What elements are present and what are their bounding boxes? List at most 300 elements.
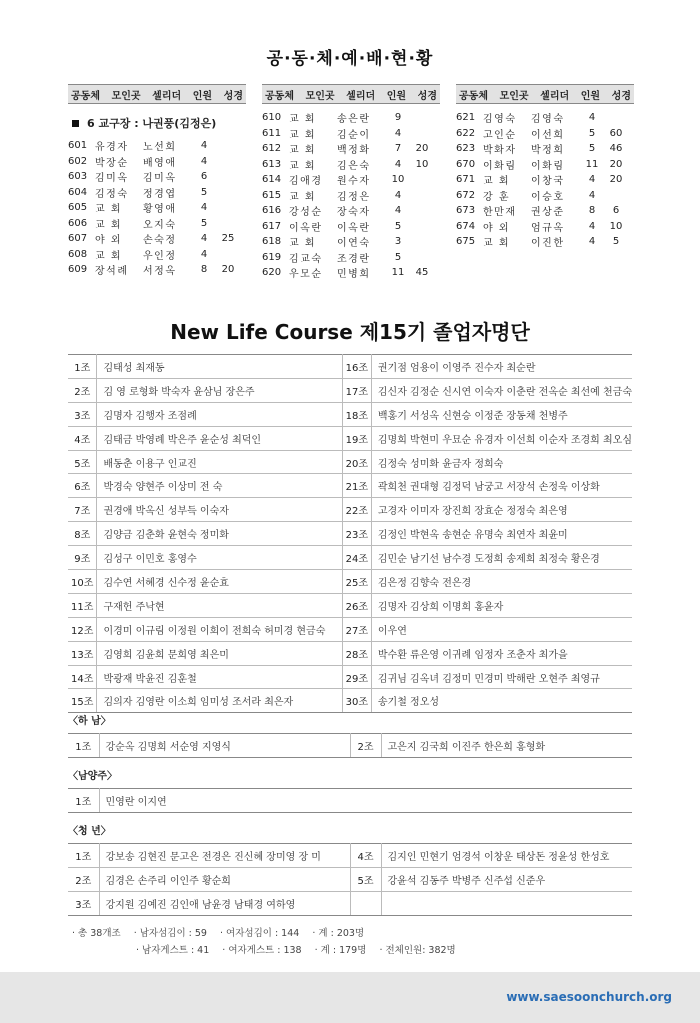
table-row [68,689,632,713]
group-label: 1조 [68,355,97,379]
cell-place: 유경자 [95,142,129,154]
cell-count: 4 [588,220,596,232]
cell-count: 4 [200,202,208,214]
group-label: 4조 [68,426,97,450]
section-label-text: 6 교구장 : 나권풍(김정은) [87,117,217,130]
cell-number: 607 [68,233,88,245]
group-label: 7조 [68,498,97,522]
group-label: 22조 [342,498,371,522]
worship-table-col2 [262,84,440,281]
header-cell: 인원 [580,90,601,102]
header-cell: 공동체 [265,90,294,102]
cell-number: 613 [262,158,282,170]
group-label: 6조 [68,474,97,498]
table-row [68,138,246,154]
cell-place: 우모순 [289,269,323,281]
worship-status-title: 공·동·체·예·배·현·황 [266,49,434,69]
table-row [68,546,632,570]
table-row [456,110,634,126]
table-row [68,185,246,201]
cell-place: 교 회 [289,238,316,250]
group-members: 구재헌 주낙현 [97,593,342,617]
table-row [68,247,246,263]
total-groups: · 총 38개조 [72,928,121,939]
cell-leader: 장숙자 [337,207,371,219]
cell-bible: 5 [612,236,620,248]
cell-place: 교 회 [95,250,122,262]
cell-count: 9 [394,112,402,124]
group-members: 김의자 김영란 이소희 임미성 조서라 최은자 [97,689,342,713]
group-label: 16조 [342,355,371,379]
cell-count: 5 [200,186,208,198]
group-members: 배동춘 이용구 인교진 [97,450,342,474]
cell-leader: 이진한 [531,238,565,250]
table-row [68,789,632,813]
table-row [68,474,632,498]
cell-bible: 6 [612,205,620,217]
table-row [262,110,440,126]
bullet-square-icon [72,120,79,127]
group-members: 김영희 김윤희 문희영 최은미 [97,641,342,665]
group-label: 2조 [68,867,99,891]
group-label: 10조 [68,570,97,594]
cell-leader: 송은란 [337,114,371,126]
group-members: 김지인 민현기 엄경석 이창운 태상돈 정윤성 한성호 [381,844,632,868]
cell-count: 4 [588,236,596,248]
group-members: 고경자 이미자 장진희 장효순 정정숙 최은영 [371,498,632,522]
total-female-servers: · 여자섬김이 : 144 [220,928,300,939]
table-row [68,522,632,546]
header-cell: 인원 [192,90,213,102]
group-label: 1조 [68,734,99,758]
worship-table-col3 [456,84,634,250]
cell-place: 한만재 [483,207,517,219]
cell-place: 김애경 [289,176,323,188]
cell-count: 8 [588,205,596,217]
cell-count: 4 [588,174,596,186]
cell-place: 야 외 [95,235,122,247]
cell-number: 604 [68,186,88,198]
group-members: 강순옥 김명희 서순영 지영식 [99,734,350,758]
cell-number: 675 [456,236,476,248]
total-male-guests: · 남자게스트 : 41 [136,945,210,956]
cell-leader: 손숙정 [143,235,177,247]
cell-count: 11 [391,267,405,279]
group-label: 13조 [68,641,97,665]
cell-number: 606 [68,217,88,229]
footer-bar [0,972,700,1023]
cell-place: 교 회 [95,219,122,231]
group-label: 30조 [342,689,371,713]
cell-bible: 20 [221,264,235,276]
total-guests-sum: · 계 : 179명 [314,945,367,956]
table-row [68,402,632,426]
table-row [456,219,634,235]
table-row [456,172,634,188]
table-row [68,570,632,594]
cell-count: 5 [394,251,402,263]
cell-leader: 이연숙 [337,238,371,250]
cell-bible: 46 [609,143,623,155]
group-members: 김양금 김춘화 윤현숙 정미화 [97,522,342,546]
cell-leader: 노선희 [143,142,177,154]
cell-count: 5 [588,127,596,139]
group-label: 29조 [342,665,371,689]
table-row [262,172,440,188]
group-members: 곽희천 권대형 김정덕 남궁고 서장석 손정욱 이상화 [371,474,632,498]
header-cell: 모인곳 [499,90,529,102]
graduate-list-title: New Life Course 제15기 졸업자명단 [170,320,530,344]
group-label: 17조 [342,378,371,402]
cell-leader: 김정은 [337,191,371,203]
group-label: 21조 [342,474,371,498]
cell-count: 4 [394,158,402,170]
cell-count: 4 [200,155,208,167]
header-cell: 공동체 [71,90,100,102]
cell-number: 621 [456,112,476,124]
group-members: 권경애 박옥신 성부득 이숙자 [97,498,342,522]
group-members: 김정숙 성미화 윤금자 정희숙 [371,450,632,474]
cell-bible: 10 [609,220,623,232]
header-cell: 공동체 [459,90,488,102]
table-row [262,126,440,142]
header-cell: 성경 [611,90,631,102]
table-row [68,617,632,641]
cell-place: 교 회 [289,114,316,126]
total-male-servers: · 남자섬김이 : 59 [133,928,207,939]
cell-count: 4 [588,112,596,124]
table-row [68,378,632,402]
group-label: 27조 [342,617,371,641]
cell-number: 616 [262,205,282,217]
group-members: 김 영 로형화 박숙자 윤삼님 장은주 [97,378,342,402]
cell-place: 장석례 [95,266,129,278]
cell-count: 11 [585,158,599,170]
group-label: 19조 [342,426,371,450]
table-row [68,216,246,232]
cell-place: 김영숙 [483,114,517,126]
group-label: 4조 [350,844,381,868]
cell-place: 이옥란 [289,222,323,234]
cell-number: 610 [262,112,282,124]
cell-leader: 김영숙 [531,114,565,126]
cell-count: 5 [394,220,402,232]
total-all: · 전체인원: 382명 [379,945,456,956]
table-row [262,188,440,204]
cell-place: 김정숙 [95,188,129,200]
group-members: 김민순 남기선 남수경 도정희 송제희 최정숙 황은경 [371,546,632,570]
cell-bible: 20 [415,143,429,155]
cell-count: 4 [200,140,208,152]
cell-leader: 황영애 [143,204,177,216]
cell-number: 674 [456,220,476,232]
table-row [262,141,440,157]
group-label: 20조 [342,450,371,474]
cell-number: 672 [456,189,476,201]
namyangju-label: 〈남양주〉 [68,771,117,782]
cell-leader: 조경란 [337,253,371,265]
group-members: 김성구 이민호 홍영수 [97,546,342,570]
table-row [262,157,440,173]
cell-number: 619 [262,251,282,263]
group-members: 강윤석 김동주 박병주 신주섭 신준우 [381,867,632,891]
cell-number: 608 [68,248,88,260]
section-label [72,115,246,131]
cell-leader: 정경엽 [143,188,177,200]
group-label: 25조 [342,570,371,594]
totals-line-1 [72,925,374,939]
group-label: 3조 [68,402,97,426]
cell-bible: 20 [609,158,623,170]
cell-leader: 권상준 [531,207,565,219]
cell-leader: 이옥란 [337,222,371,234]
cell-leader: 우인정 [143,250,177,262]
group-label: 2조 [350,734,381,758]
group-label: 18조 [342,402,371,426]
table-header [456,84,634,104]
cell-count: 4 [588,189,596,201]
table-row [456,234,634,250]
cell-place: 박화자 [483,145,517,157]
group-label: 26조 [342,593,371,617]
header-cell: 셀리더 [346,90,376,102]
cell-place: 김교숙 [289,253,323,265]
table-row [68,450,632,474]
cell-leader: 이창국 [531,176,565,188]
group-members: 이우연 [371,617,632,641]
group-label: 11조 [68,593,97,617]
cell-number: 609 [68,264,88,276]
cell-place: 이화림 [483,160,517,172]
cell-leader: 오지숙 [143,219,177,231]
table-row [262,234,440,250]
cell-number: 602 [68,155,88,167]
cell-place: 교 회 [289,129,316,141]
group-members: 권기점 엄용이 이영주 진수자 최순란 [371,355,632,379]
group-members: 김명자 김상희 이명희 홍윤자 [371,593,632,617]
table-row [68,169,246,185]
total-servers-sum: · 계 : 203명 [312,928,365,939]
group-label: 14조 [68,665,97,689]
table-row [68,734,632,758]
cell-place: 교 회 [289,145,316,157]
cell-leader: 이화림 [531,160,565,172]
group-members: 박경숙 양현주 이상미 전 숙 [97,474,342,498]
cell-count: 5 [200,217,208,229]
graduate-table-namyangju [68,788,632,813]
website-link[interactable]: www.saesoonchurch.org [506,990,672,1004]
cell-number: 601 [68,140,88,152]
table-row [262,265,440,281]
table-row [262,250,440,266]
header-cell: 모인곳 [305,90,335,102]
cell-place: 교 회 [483,176,510,188]
table-row [68,426,632,450]
cell-number: 623 [456,143,476,155]
cell-bible: 60 [609,127,623,139]
table-row [456,203,634,219]
cell-number: 673 [456,205,476,217]
cell-number: 614 [262,174,282,186]
group-members: 백홍기 서성옥 신현승 이정준 장동채 천병주 [371,402,632,426]
group-members: 김명자 김행자 조점례 [97,402,342,426]
cell-leader: 서정옥 [143,266,177,278]
group-members: 김정인 박현옥 송현순 유명숙 최연자 최윤미 [371,522,632,546]
header-cell: 성경 [223,90,243,102]
table-row [262,219,440,235]
cell-count: 8 [200,264,208,276]
table-row [262,203,440,219]
cell-place: 강 훈 [483,191,510,203]
cell-count: 3 [394,236,402,248]
group-members: 김경은 손주리 이인주 황순희 [99,867,350,891]
cell-leader: 원수자 [337,176,371,188]
table-row [68,593,632,617]
cell-number: 615 [262,189,282,201]
group-label: 23조 [342,522,371,546]
cell-place: 김미옥 [95,173,129,185]
cell-leader: 민병희 [337,269,371,281]
cell-number: 620 [262,267,282,279]
group-label: 15조 [68,689,97,713]
cell-leader: 이승호 [531,191,565,203]
cell-number: 670 [456,158,476,170]
table-row [456,157,634,173]
cell-count: 5 [588,143,596,155]
group-members: 김명희 박현미 우묘순 유경자 이선희 이순자 조경희 최오심 [371,426,632,450]
table-row [456,188,634,204]
group-label: 9조 [68,546,97,570]
table-row [68,355,632,379]
graduate-table-main [68,354,632,713]
group-label: 5조 [350,867,381,891]
cell-count: 10 [391,174,405,186]
totals-line-2 [136,942,466,956]
hanam-label: 〈하 남〉 [68,716,111,727]
cell-number: 605 [68,202,88,214]
cell-count: 4 [394,189,402,201]
table-row [68,665,632,689]
cell-count: 7 [394,143,402,155]
group-label: 1조 [68,844,99,868]
cell-place: 교 회 [95,204,122,216]
group-members: 김수연 서혜경 신수정 윤순효 [97,570,342,594]
group-members: 강지원 김예진 김인애 남윤경 남태경 여하영 [99,891,350,915]
table-row [68,844,632,868]
cell-place: 야 외 [483,222,510,234]
table-row [68,154,246,170]
cell-place: 박장순 [95,157,129,169]
table-row [456,141,634,157]
header-cell: 셀리더 [540,90,570,102]
group-label: 2조 [68,378,97,402]
cell-bible: 10 [415,158,429,170]
cell-leader: 백정화 [337,145,371,157]
cell-place: 교 회 [289,160,316,172]
group-label: 12조 [68,617,97,641]
cell-count: 6 [200,171,208,183]
table-row [68,891,632,915]
cell-leader: 엄규옥 [531,222,565,234]
header-cell: 모인곳 [111,90,141,102]
graduate-table-hanam [68,733,632,758]
cell-bible: 20 [609,174,623,186]
group-members: 이경미 이규림 이정원 이희이 전희숙 허미경 현금숙 [97,617,342,641]
cell-count: 4 [200,248,208,260]
cell-leader: 배영애 [143,157,177,169]
group-members: 김태금 박영례 박은주 윤순성 최덕인 [97,426,342,450]
total-female-guests: · 여자게스트 : 138 [222,945,302,956]
cell-number: 622 [456,127,476,139]
cell-count: 4 [200,233,208,245]
table-row [68,498,632,522]
cell-place: 강성순 [289,207,323,219]
cell-number: 671 [456,174,476,186]
cell-bible: 25 [221,233,235,245]
cell-leader: 김미옥 [143,173,177,185]
group-label: 5조 [68,450,97,474]
group-label: 3조 [68,891,99,915]
group-members: 김태성 최재동 [97,355,342,379]
graduate-table-youth [68,843,632,916]
group-label: 8조 [68,522,97,546]
table-row [68,867,632,891]
cell-place: 고인순 [483,129,517,141]
group-members: 박광재 박윤진 김훈철 [97,665,342,689]
group-members [381,891,632,915]
group-members: 김귀님 김옥녀 김정미 민경미 박해란 오현주 최영규 [371,665,632,689]
table-row [68,231,246,247]
table-row [456,126,634,142]
cell-count: 4 [394,205,402,217]
cell-leader: 이선희 [531,129,565,141]
cell-leader: 박정희 [531,145,565,157]
table-row [68,262,246,278]
group-members: 민영란 이지연 [99,789,632,813]
header-cell: 셀리더 [152,90,182,102]
group-label: 24조 [342,546,371,570]
group-members: 김은정 김향숙 전은경 [371,570,632,594]
cell-place: 교 회 [289,191,316,203]
worship-table-col1 [68,84,246,278]
group-label: 1조 [68,789,99,813]
table-header [262,84,440,104]
group-label: 28조 [342,641,371,665]
cell-number: 611 [262,127,282,139]
group-members: 송기철 정오성 [371,689,632,713]
group-label [350,891,381,915]
group-members: 김신자 김정순 신시연 이숙자 이춘란 전옥순 최선예 천금숙 [371,378,632,402]
group-members: 강보송 김현진 문고은 전경은 진신혜 장미영 장 미 [99,844,350,868]
cell-number: 618 [262,236,282,248]
header-cell: 성경 [417,90,437,102]
cell-number: 603 [68,171,88,183]
cell-number: 612 [262,143,282,155]
cell-leader: 김은숙 [337,160,371,172]
table-row [68,641,632,665]
cell-place: 교 회 [483,238,510,250]
cell-bible: 45 [415,267,429,279]
header-cell: 인원 [386,90,407,102]
table-row [68,200,246,216]
cell-count: 4 [394,127,402,139]
cell-leader: 김순이 [337,129,371,141]
group-members: 박수환 류은영 이귀례 임정자 조춘자 최가을 [371,641,632,665]
group-members: 고은지 김국희 이진주 한은희 홍형화 [381,734,632,758]
cell-number: 617 [262,220,282,232]
youth-label: 〈청 년〉 [68,826,111,837]
table-header [68,84,246,104]
